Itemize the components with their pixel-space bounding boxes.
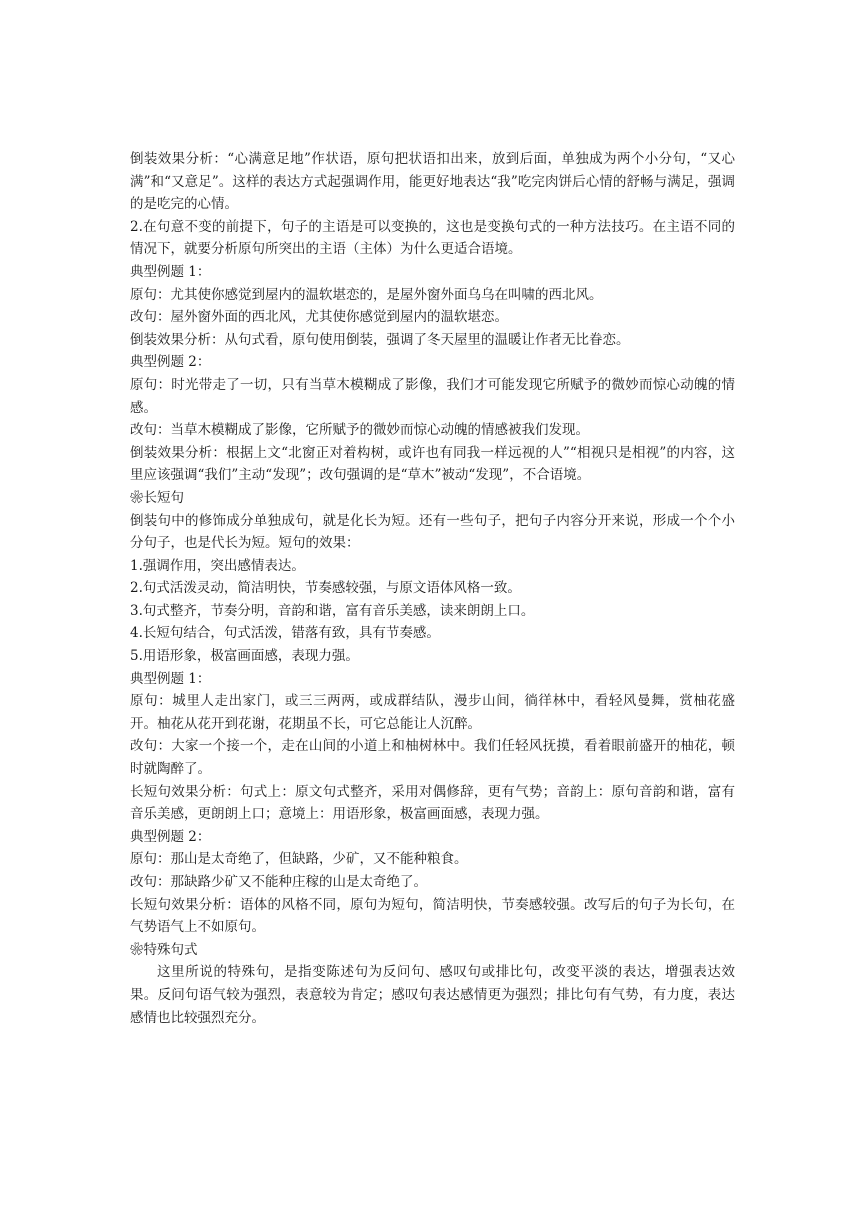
paragraph-special-sentence: 这里所说的特殊句，是指变陈述句为反问句、感叹句或排比句，改变平淡的表达，增强表达效果。反问句语气较为强烈，表意较为肯定；感叹句表达感情更为强烈；排比句有气势，有力度，表达感情也比较强烈充分。 bbox=[130, 964, 735, 1026]
revised-sentence: 改句：大家一个接一个，走在山间的小道上和柚树林中。我们任轻风抚摸，看着眼前盛开的柚花，顿时就陶醉了。 bbox=[130, 738, 735, 778]
original-sentence: 原句：那山是太奇绝了，但缺路，少矿，又不能种粮食。 bbox=[130, 851, 468, 868]
list-item: 4.长短句结合，句式活泼，错落有致，具有节奏感。 bbox=[130, 625, 440, 642]
effect-analysis: 长短句效果分析：语体的风格不同，原句为短句，简洁明快，节奏感较强。改写后的句子为长句，在气势语气上不如原句。 bbox=[130, 896, 735, 936]
paragraph-inversion-analysis: 倒装效果分析：“心满意足地”作状语，原句把状语扣出来，放到后面，单独成为两个小分句，“又心满”和“又意足”。这样的表达方式起强调作用，能更好地表达“我”吃完肉饼后心情的舒畅与满足，强调的是吃完的心情。 bbox=[130, 151, 735, 213]
list-item: 2.句式活泼灵动，简洁明快，节奏感较强，与原文语体风格一致。 bbox=[130, 580, 521, 597]
example-heading-2: 典型例题 2： bbox=[130, 828, 211, 845]
effect-analysis: 倒装效果分析：从句式看，原句使用倒装，强调了冬天屋里的温暖让作者无比眷恋。 bbox=[130, 331, 630, 348]
original-sentence: 原句：时光带走了一切，只有当草木模糊成了影像，我们才可能发现它所赋予的微妙而惊心动魄的情感。 bbox=[130, 376, 735, 416]
example-heading-1: 典型例题 1： bbox=[130, 263, 211, 280]
section-heading-special-sentence: ❀特殊句式 bbox=[130, 941, 198, 958]
list-item: 5.用语形象，极富画面感，表现力强。 bbox=[130, 648, 359, 665]
section-heading-long-short: ❀长短句 bbox=[130, 489, 184, 506]
original-sentence: 原句：尤其使你感觉到屋内的温软堪恋的，是屋外窗外面乌乌在叫啸的西北风。 bbox=[130, 286, 603, 303]
revised-sentence: 改句：那缺路少矿又不能种庄稼的山是太奇绝了。 bbox=[130, 874, 427, 890]
effect-analysis: 长短句效果分析：句式上：原文句式整齐，采用对偶修辞，更有气势；音韵上：原句音韵和谐，富有音乐美感，更朗朗上口；意境上：用语形象，极富画面感，表现力强。 bbox=[130, 783, 735, 823]
paragraph-long-short-intro: 倒装句中的修饰成分单独成句，就是化长为短。还有一些句子，把句子内容分开来说，形成一个个小分句子，也是代长为短。短句的效果： bbox=[130, 512, 735, 552]
example-heading-2: 典型例题 2： bbox=[130, 354, 211, 371]
list-item: 3.句式整齐，节奏分明，音韵和谐，富有音乐美感，读来朗朗上口。 bbox=[130, 602, 535, 619]
original-sentence: 原句：城里人走出家门，或三三两两，或成群结队，漫步山间，徜徉林中，看轻风曼舞，赏柚花盛开。柚花从花开到花谢，花期虽不长，可它总能让人沉醉。 bbox=[130, 693, 735, 732]
effect-analysis: 倒装效果分析：根据上文“北窗正对着构树，或许也有同我一样远视的人”“相视只是相视”的内容，这里应该强调“我们”主动“发现”；改句强调的是“草木”被动“发现”，不合语境。 bbox=[130, 444, 735, 484]
document-body bbox=[130, 148, 735, 1029]
revised-sentence: 改句：屋外窗外面的西北风，尤其使你感觉到屋内的温软堪恋。 bbox=[130, 309, 508, 326]
example-heading-1: 典型例题 1： bbox=[130, 670, 211, 687]
revised-sentence: 改句：当草木模糊成了影像，它所赋予的微妙而惊心动魄的情感被我们发现。 bbox=[130, 422, 589, 439]
list-item: 1.强调作用，突出感情表达。 bbox=[130, 557, 305, 574]
paragraph-point-2: 2.在句意不变的前提下，句子的主语是可以变换的，这也是变换句式的一种方法技巧。在主语不同的情况下，就要分析原句所突出的主语（主体）为什么更适合语境。 bbox=[130, 218, 735, 258]
